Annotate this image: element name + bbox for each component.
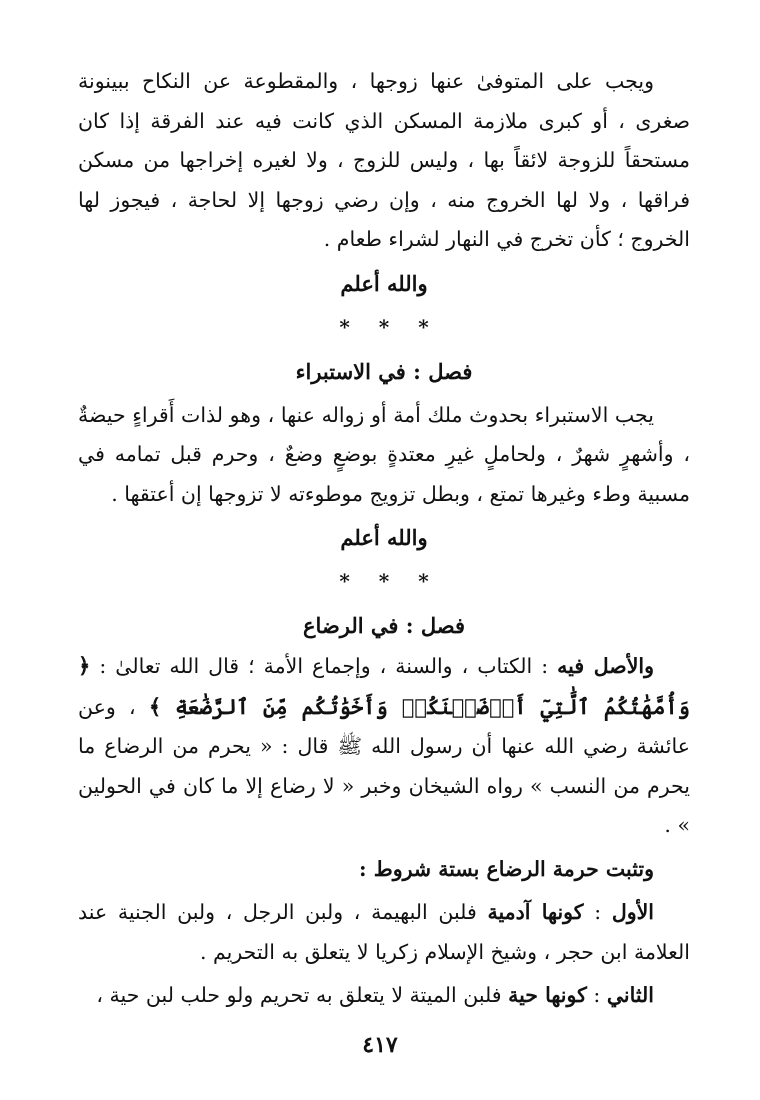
conditions-intro: وتثبت حرمة الرضاع بستة شروط : (359, 856, 654, 881)
section-separator: * * * (339, 569, 429, 593)
condition-ordinal: الأول (611, 900, 654, 924)
separator: : (583, 900, 612, 924)
condition-text: فلبن البهيمة ، ولبن الرجل ، ولبن الجنية عند العلامة ابن حجر ، وشيخ الإسلام زكريا لا يتعلق به التحريم . (78, 900, 690, 964)
section-separator: * * * (339, 314, 429, 339)
condition-ordinal: الثاني (606, 983, 654, 1007)
separator: : (586, 983, 607, 1007)
paragraph-rada-basis (78, 646, 690, 846)
condition-name: كونها آدمية (487, 900, 584, 924)
condition-text: فلبن الميتة لا يتعلق به تحريم ولو حلب لبن حية ، (96, 983, 509, 1007)
paragraph-dwelling: ويجب على المتوفىٰ عنها زوجها ، والمقطوعة عن النكاح ببينونة صغرى ، أو كبرى ملازمة المسكن الذي كانت فيه عند الفرقة إذا كان مستحقاً للزوجة لائقاً بها ، وليس للزوج ، ولا لغيره إخراجها من مسكن فراقها ، ولا لها الخروج منه ، وإن رضي زوجها إلا لحاجة ، فيجوز لها الخروج ؛ كأن تخرج في النهار لشراء طعام . (78, 69, 690, 251)
condition-first (78, 893, 690, 972)
closing-phrase: والله أعلم (340, 270, 428, 296)
page-body (78, 62, 690, 1016)
closing-phrase: والله أعلم (340, 525, 428, 550)
text-segment: ، وعن عائشة رضي الله عنها أن رسول الله ﷺ قال : « يحرم من الرضاع ما يحرم من النسب » رواه الشيخان وخبر « لا رضاع إلا ما كان في الحولين » . (78, 694, 690, 837)
quran-verse: ﴿ وَأُمَّهَٰتُكُمُ ٱلَّٰتِيٓ أَرۡضَعۡنَكُمۡ وَأَخَوَٰتُكُم مِّنَ ٱلرَّضَٰعَةِ ﴾ (78, 653, 690, 719)
section-heading-rada: فصل : في الرضاع (303, 613, 465, 638)
text-segment: : الكتاب ، والسنة ، وإجماع الأمة ؛ قال الله تعالىٰ : (90, 654, 558, 678)
condition-name: كونها حية (508, 983, 587, 1007)
page-number: ٤١٧ (362, 1032, 398, 1058)
section-heading-istibra: فصل : في الاستبراء (295, 358, 473, 384)
paragraph-istibra: يجب الاستبراء بحدوث ملك أمة أو زواله عنها ، وهو لذات أَقراءٍ حيضةٌ ، وأشهرٍ شهرٌ ، ولحاملٍ غيرِ معتدةٍ بوضعٍ وضعٌ ، وحرم قبل تمامه في مسبية وطء وغيرها تمتع ، وبطل تزويج موطوءته لا تزوجها إن أعتقها . (78, 402, 690, 506)
condition-second (78, 976, 690, 1016)
lead-term: والأصل فيه (557, 654, 654, 678)
